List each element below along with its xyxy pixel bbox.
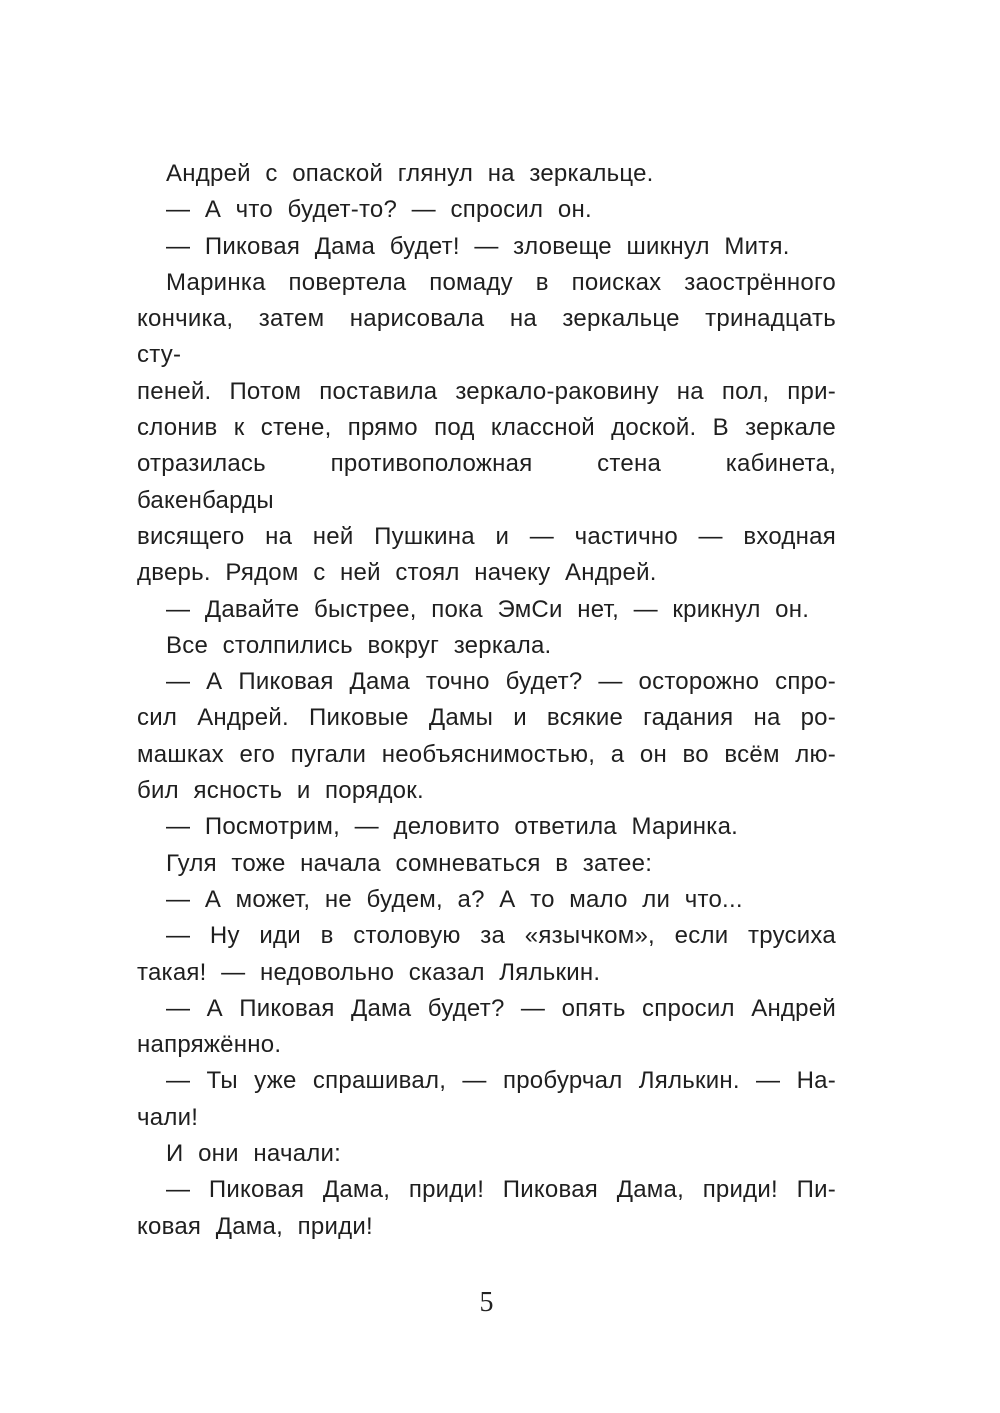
text-line: ковая Дама, приди!	[137, 1212, 373, 1240]
text-line: И они начали:	[166, 1140, 342, 1168]
paragraph	[137, 592, 836, 628]
paragraph	[137, 1172, 836, 1245]
text-line: слонив к стене, прямо под классной доской. В зеркале	[137, 414, 836, 442]
text-line: — Пиковая Дама, приди! Пиковая Дама, приди! Пи-	[166, 1176, 836, 1204]
paragraph	[137, 229, 836, 265]
paragraph	[137, 882, 836, 918]
paragraph	[137, 628, 836, 664]
text-line: — А может, не будем, а? А то мало ли что...	[166, 885, 743, 913]
text-line: — Ну иди в столовую за «язычком», если трусиха	[166, 922, 836, 950]
paragraph	[137, 192, 836, 228]
text-line: Все столпились вокруг зеркала.	[166, 631, 552, 659]
paragraph	[137, 809, 836, 845]
text-line: такая! — недовольно сказал Лялькин.	[137, 958, 601, 986]
text-line: пеней. Потом поставила зеркало-раковину на пол, при-	[137, 377, 836, 405]
paragraph	[137, 846, 836, 882]
text-line: — Пиковая Дама будет! — зловеще шикнул Митя.	[166, 232, 790, 260]
text-line: Андрей с опаской глянул на зеркальце.	[166, 160, 654, 187]
text-line: машках его пугали необъяснимостью, а он во всём лю-	[137, 740, 836, 768]
paragraph	[137, 1063, 836, 1136]
text-line: — Давайте быстрее, пока ЭмСи нет, — крикнул он.	[166, 595, 810, 623]
paragraph	[137, 265, 836, 592]
text-line: бил ясность и порядок.	[137, 777, 424, 805]
text-line: — А Пиковая Дама точно будет? — осторожно спро-	[166, 668, 836, 696]
paragraph	[137, 918, 836, 991]
text-line: дверь. Рядом с ней стоял начеку Андрей.	[137, 559, 657, 587]
text-line: — А что будет-то? — спросил он.	[166, 196, 592, 224]
text-line: чали!	[137, 1103, 199, 1131]
text-line: напряжённо.	[137, 1031, 282, 1059]
paragraph	[137, 1136, 836, 1172]
paragraph	[137, 156, 836, 192]
paragraph	[137, 991, 836, 1064]
text-line: висящего на ней Пушкина и — частично — входная	[137, 522, 836, 550]
text-line: — Посмотрим, — деловито ответила Маринка.	[166, 813, 739, 841]
body-text	[137, 156, 836, 1245]
page-number: 5	[479, 1287, 494, 1318]
text-line: — А Пиковая Дама будет? — опять спросил Андрей	[166, 994, 836, 1022]
text-line: Маринка повертела помаду в поисках заострённого	[166, 268, 836, 296]
text-line: отразилась противоположная стена кабинета, бакенбарды	[137, 450, 836, 514]
text-line: Гуля тоже начала сомневаться в затее:	[166, 849, 653, 877]
text-line: кончика, затем нарисовала на зеркальце тринадцать сту-	[137, 305, 836, 369]
text-line: сил Андрей. Пиковые Дамы и всякие гадания на ро-	[137, 704, 836, 732]
text-line: — Ты уже спрашивал, — пробурчал Лялькин. — На-	[166, 1067, 836, 1095]
paragraph	[137, 664, 836, 809]
